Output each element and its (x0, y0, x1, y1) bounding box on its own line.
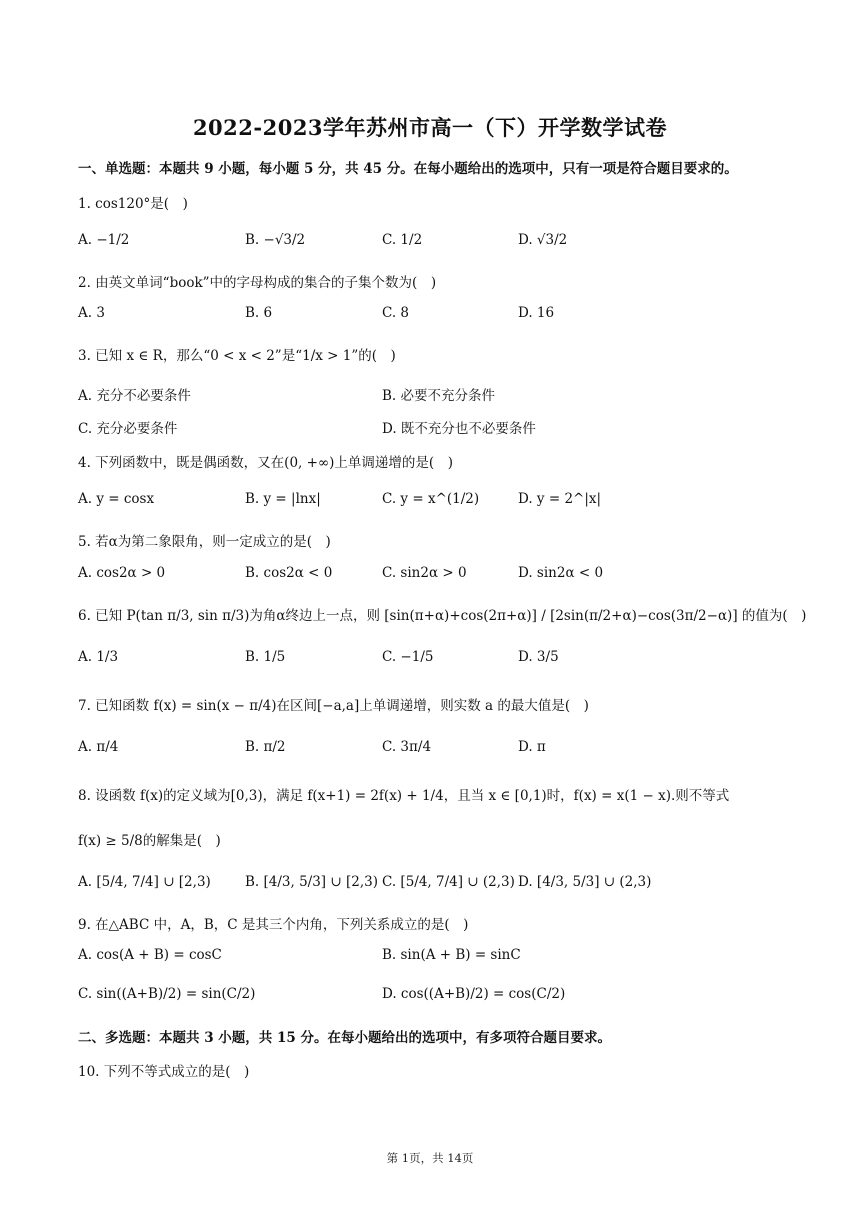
question-6-stem: 6. 已知 P(tan π/3, sin π/3)为角α终边上一点，则 [sin(π+α)+cos(2π+α)] / [2sin(π/2+α)−cos(3π/2−α)] 的值为( ) (78, 608, 807, 624)
question-7-option-c: C. 3π/4 (382, 739, 432, 755)
question-5-option-c: C. sin2α > 0 (382, 565, 467, 581)
question-7-option-b: B. π/2 (245, 739, 286, 755)
section-heading-single-choice: 一、单选题：本题共 9 小题，每小题 5 分，共 45 分。在每小题给出的选项中，只有一项是符合题目要求的。 (78, 161, 738, 177)
question-1-option-c: C. 1/2 (382, 232, 423, 248)
question-9-option-d: D. cos((A+B)/2) = cos(C/2) (382, 986, 566, 1002)
question-5-option-b: B. cos2α < 0 (245, 565, 333, 581)
question-8-option-d: D. [4/3, 5/3] ∪ (2,3) (518, 874, 652, 890)
question-2-option-b: B. 6 (245, 305, 273, 321)
page-title: 2022-2023学年苏州市高一（下）开学数学试卷 (192, 115, 668, 140)
question-1-option-d: D. √3/2 (518, 232, 568, 248)
question-10-stem: 10. 下列不等式成立的是( ) (78, 1064, 250, 1080)
question-4-option-b: B. y = |lnx| (245, 491, 321, 507)
question-8-stem-continued: f(x) ≥ 5/8的解集是( ) (78, 833, 221, 849)
question-1-option-b: B. −√3/2 (245, 232, 306, 248)
question-8-option-c: C. [5/4, 7/4] ∪ (2,3) (382, 874, 515, 890)
question-7-stem: 7. 已知函数 f(x) = sin(x − π/4)在区间[−a,a]上单调递增，则实数 a 的最大值是( ) (78, 698, 589, 714)
question-5-stem: 5. 若α为第二象限角，则一定成立的是( ) (78, 534, 331, 550)
question-2-option-a: A. 3 (78, 305, 105, 321)
question-3-option-d: D. 既不充分也不必要条件 (382, 421, 536, 437)
question-6-option-b: B. 1/5 (245, 649, 286, 665)
question-2-option-d: D. 16 (518, 305, 555, 321)
question-8-option-b: B. [4/3, 5/3] ∪ [2,3) (245, 874, 378, 890)
question-6-option-d: D. 3/5 (518, 649, 559, 665)
question-7-option-d: D. π (518, 739, 546, 755)
question-4-option-a: A. y = cosx (78, 491, 155, 507)
question-1-stem: 1. cos120°是( ) (78, 196, 188, 212)
question-4-option-d: D. y = 2^|x| (518, 491, 602, 507)
question-5-option-a: A. cos2α > 0 (78, 565, 166, 581)
question-6-option-a: A. 1/3 (78, 649, 119, 665)
question-4-stem: 4. 下列函数中，既是偶函数，又在(0, +∞)上单调递增的是( ) (78, 455, 453, 471)
question-3-stem: 3. 已知 x ∈ R，那么“0 < x < 2”是“1/x > 1”的( ) (78, 348, 396, 364)
question-8-stem: 8. 设函数 f(x)的定义域为[0,3)，满足 f(x+1) = 2f(x) + 1/4，且当 x ∈ [0,1)时，f(x) = x(1 − x).则不等式 (78, 788, 730, 804)
question-2-stem: 2. 由英文单词“book”中的字母构成的集合的子集个数为( ) (78, 275, 437, 291)
question-1-option-a: A. −1/2 (78, 232, 130, 248)
question-9-stem: 9. 在△ABC 中，A，B，C 是其三个内角，下列关系成立的是( ) (78, 917, 469, 933)
question-5-option-d: D. sin2α < 0 (518, 565, 604, 581)
question-9-option-b: B. sin(A + B) = sinC (382, 947, 521, 963)
section-heading-multi-choice: 二、多选题：本题共 3 小题，共 15 分。在每小题给出的选项中，有多项符合题目要求。 (78, 1030, 611, 1046)
question-9-option-c: C. sin((A+B)/2) = sin(C/2) (78, 986, 256, 1002)
question-3-option-b: B. 必要不充分条件 (382, 388, 496, 404)
page-footer: 第 1页，共 14页 (386, 1151, 474, 1165)
question-6-option-c: C. −1/5 (382, 649, 434, 665)
question-2-option-c: C. 8 (382, 305, 410, 321)
question-8-option-a: A. [5/4, 7/4] ∪ [2,3) (78, 874, 211, 890)
question-3-option-a: A. 充分不必要条件 (78, 388, 191, 404)
question-9-option-a: A. cos(A + B) = cosC (78, 947, 222, 963)
question-4-option-c: C. y = x^(1/2) (382, 491, 480, 507)
question-3-option-c: C. 充分必要条件 (78, 421, 178, 437)
question-7-option-a: A. π/4 (78, 739, 119, 755)
